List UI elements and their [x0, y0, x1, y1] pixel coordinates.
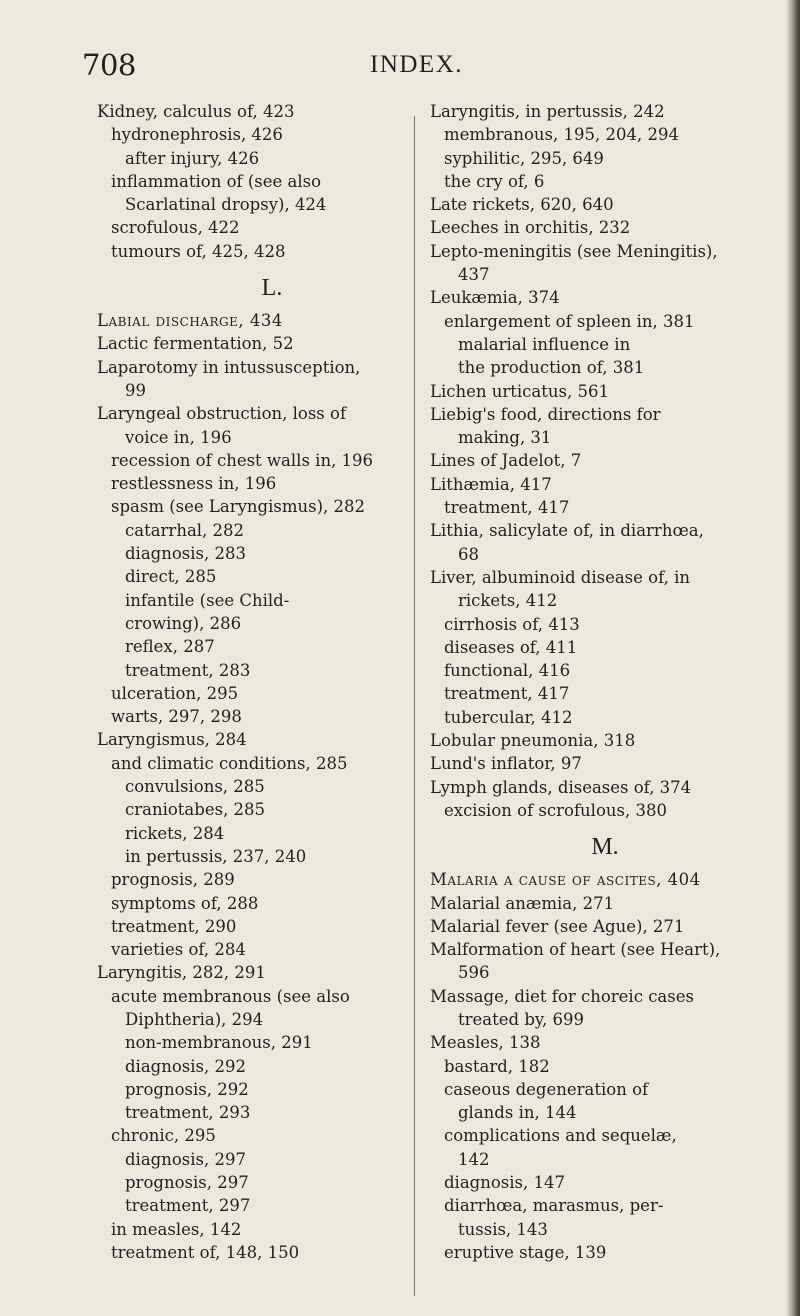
index-subentry: symptoms of, 288 — [111, 893, 259, 913]
index-entry: Late rickets, 620, 640 — [430, 195, 614, 215]
index-subentry: bastard, 182 — [444, 1056, 550, 1076]
index-entry: Lobular pneumonia, 318 — [430, 731, 636, 751]
index-subentry: crowing), 286 — [125, 613, 242, 633]
index-subentry: diagnosis, 283 — [125, 544, 246, 564]
index-subentry: membranous, 195, 204, 294 — [444, 125, 679, 145]
index-subentry: restlessness in, 196 — [111, 474, 277, 494]
index-subentry: craniotabes, 285 — [125, 800, 266, 820]
index-subentry: treatment of, 148, 150 — [111, 1242, 300, 1262]
index-subentry: treatment, 283 — [125, 660, 251, 680]
index-subentry: prognosis, 292 — [125, 1079, 249, 1099]
index-subentry: recession of chest walls in, 196 — [111, 450, 374, 470]
index-subentry: making, 31 — [458, 428, 552, 448]
index-subentry: functional, 416 — [444, 661, 571, 681]
index-subentry: prognosis, 297 — [125, 1173, 249, 1193]
page-binding-edge — [786, 0, 800, 1316]
index-entry: Leukæmia, 374 — [430, 288, 560, 308]
index-subentry: rickets, 284 — [125, 823, 225, 843]
index-entry: Lichen urticatus, 561 — [430, 381, 609, 401]
index-subentry: non-membranous, 291 — [125, 1033, 313, 1053]
index-subentry: spasm (see Laryngismus), 282 — [111, 497, 366, 517]
index-entry: Massage, diet for choreic cases — [430, 986, 694, 1006]
index-column-right — [430, 100, 780, 1264]
index-entry: Lund's inflator, 97 — [430, 754, 582, 774]
page-number: 708 — [82, 48, 136, 82]
index-subentry: eruptive stage, 139 — [444, 1242, 607, 1262]
index-subentry: convulsions, 285 — [125, 777, 265, 797]
index-entry: Liver, albuminoid disease of, in — [430, 567, 690, 587]
index-entry: Liebig's food, directions for — [430, 404, 661, 424]
index-entry: Malaria a cause of ascites, 404 — [430, 870, 701, 890]
index-entry: Kidney, calculus of, 423 — [97, 102, 295, 121]
index-entry: Lithæmia, 417 — [430, 474, 552, 494]
index-column-left — [97, 100, 447, 1264]
index-subentry: diseases of, 411 — [444, 637, 578, 657]
index-entry: Malarial anæmia, 271 — [430, 893, 615, 913]
index-entry: Lymph glands, diseases of, 374 — [430, 777, 692, 797]
index-subentry: malarial influence in — [458, 334, 631, 354]
running-title: INDEX. — [370, 51, 464, 78]
index-entry: Measles, 138 — [430, 1033, 541, 1053]
index-subentry: prognosis, 289 — [111, 870, 235, 890]
column-divider — [414, 116, 415, 1296]
index-subentry: direct, 285 — [125, 567, 217, 587]
index-subentry: caseous degeneration of — [444, 1079, 649, 1099]
page-header — [0, 48, 800, 88]
index-subentry: rickets, 412 — [458, 591, 558, 611]
index-subentry: 142 — [458, 1149, 490, 1169]
index-subentry: Scarlatinal dropsy), 424 — [125, 195, 327, 215]
index-entry: Laryngitis, in pertussis, 242 — [430, 102, 665, 121]
index-subentry: reflex, 287 — [125, 637, 215, 657]
index-entry: Laparotomy in intussusception, — [97, 357, 361, 377]
index-subentry: acute membranous (see also — [111, 986, 350, 1006]
index-subentry: complications and sequelæ, — [444, 1126, 677, 1146]
index-subentry: hydronephrosis, 426 — [111, 125, 283, 145]
index-entry: Malformation of heart (see Heart), — [430, 940, 721, 960]
index-subentry: the cry of, 6 — [444, 171, 545, 191]
index-entry: Malarial fever (see Ague), 271 — [430, 916, 685, 936]
index-subentry: 99 — [125, 380, 146, 400]
index-subentry: the production of, 381 — [458, 358, 645, 378]
section-letter-heading: L. — [261, 275, 283, 302]
index-subentry: ulceration, 295 — [111, 683, 239, 703]
index-subentry: treatment, 290 — [111, 916, 237, 936]
index-subentry: after injury, 426 — [125, 148, 260, 168]
index-subentry: Diphtheria), 294 — [125, 1009, 264, 1029]
index-subentry: in measles, 142 — [111, 1219, 242, 1239]
index-subentry: diagnosis, 292 — [125, 1056, 246, 1076]
index-entry: Lepto-meningitis (see Meningitis), — [430, 241, 718, 261]
section-letter-heading: M. — [591, 834, 619, 861]
index-subentry: tussis, 143 — [458, 1219, 548, 1239]
index-entry: Lactic fermentation, 52 — [97, 334, 294, 354]
index-subentry: tubercular, 412 — [444, 707, 573, 727]
index-subentry: excision of scrofulous, 380 — [444, 800, 667, 820]
index-subentry: treatment, 293 — [125, 1103, 251, 1123]
index-subentry: in pertussis, 237, 240 — [125, 846, 307, 866]
index-subentry: catarrhal, 282 — [125, 520, 245, 540]
index-subentry: treatment, 297 — [125, 1196, 251, 1216]
index-subentry: treatment, 417 — [444, 684, 570, 704]
index-entry: Laryngitis, 282, 291 — [97, 963, 266, 983]
index-subentry: 68 — [458, 544, 479, 564]
index-subentry: syphilitic, 295, 649 — [444, 148, 604, 168]
index-entry: Lines of Jadelot, 7 — [430, 451, 582, 471]
index-subentry: infantile (see Child- — [125, 590, 290, 610]
index-subentry: tumours of, 425, 428 — [111, 241, 286, 261]
index-entry: Lithia, salicylate of, in diarrhœa, — [430, 521, 704, 541]
index-subentry: cirrhosis of, 413 — [444, 614, 580, 634]
index-subentry: 596 — [458, 963, 490, 983]
index-subentry: warts, 297, 298 — [111, 707, 242, 727]
index-subentry: inflammation of (see also — [111, 171, 322, 191]
index-subentry: scrofulous, 422 — [111, 218, 240, 238]
index-subentry: 437 — [458, 265, 490, 285]
index-subentry: glands in, 144 — [458, 1103, 577, 1123]
index-subentry: diarrhœa, marasmus, per- — [444, 1196, 664, 1216]
index-subentry: diagnosis, 297 — [125, 1149, 246, 1169]
index-subentry: treatment, 417 — [444, 498, 570, 518]
index-entry: Laryngeal obstruction, loss of — [97, 404, 347, 424]
index-subentry: treated by, 699 — [458, 1009, 584, 1029]
index-subentry: diagnosis, 147 — [444, 1173, 565, 1193]
index-entry: Labial discharge, 434 — [97, 311, 283, 331]
index-subentry: enlargement of spleen in, 381 — [444, 311, 695, 331]
index-subentry: varieties of, 284 — [111, 940, 246, 960]
index-subentry: and climatic conditions, 285 — [111, 753, 348, 773]
index-entry: Laryngismus, 284 — [97, 730, 247, 750]
index-entry: Leeches in orchitis, 232 — [430, 218, 631, 238]
index-subentry: voice in, 196 — [125, 427, 232, 447]
index-subentry: chronic, 295 — [111, 1126, 216, 1146]
